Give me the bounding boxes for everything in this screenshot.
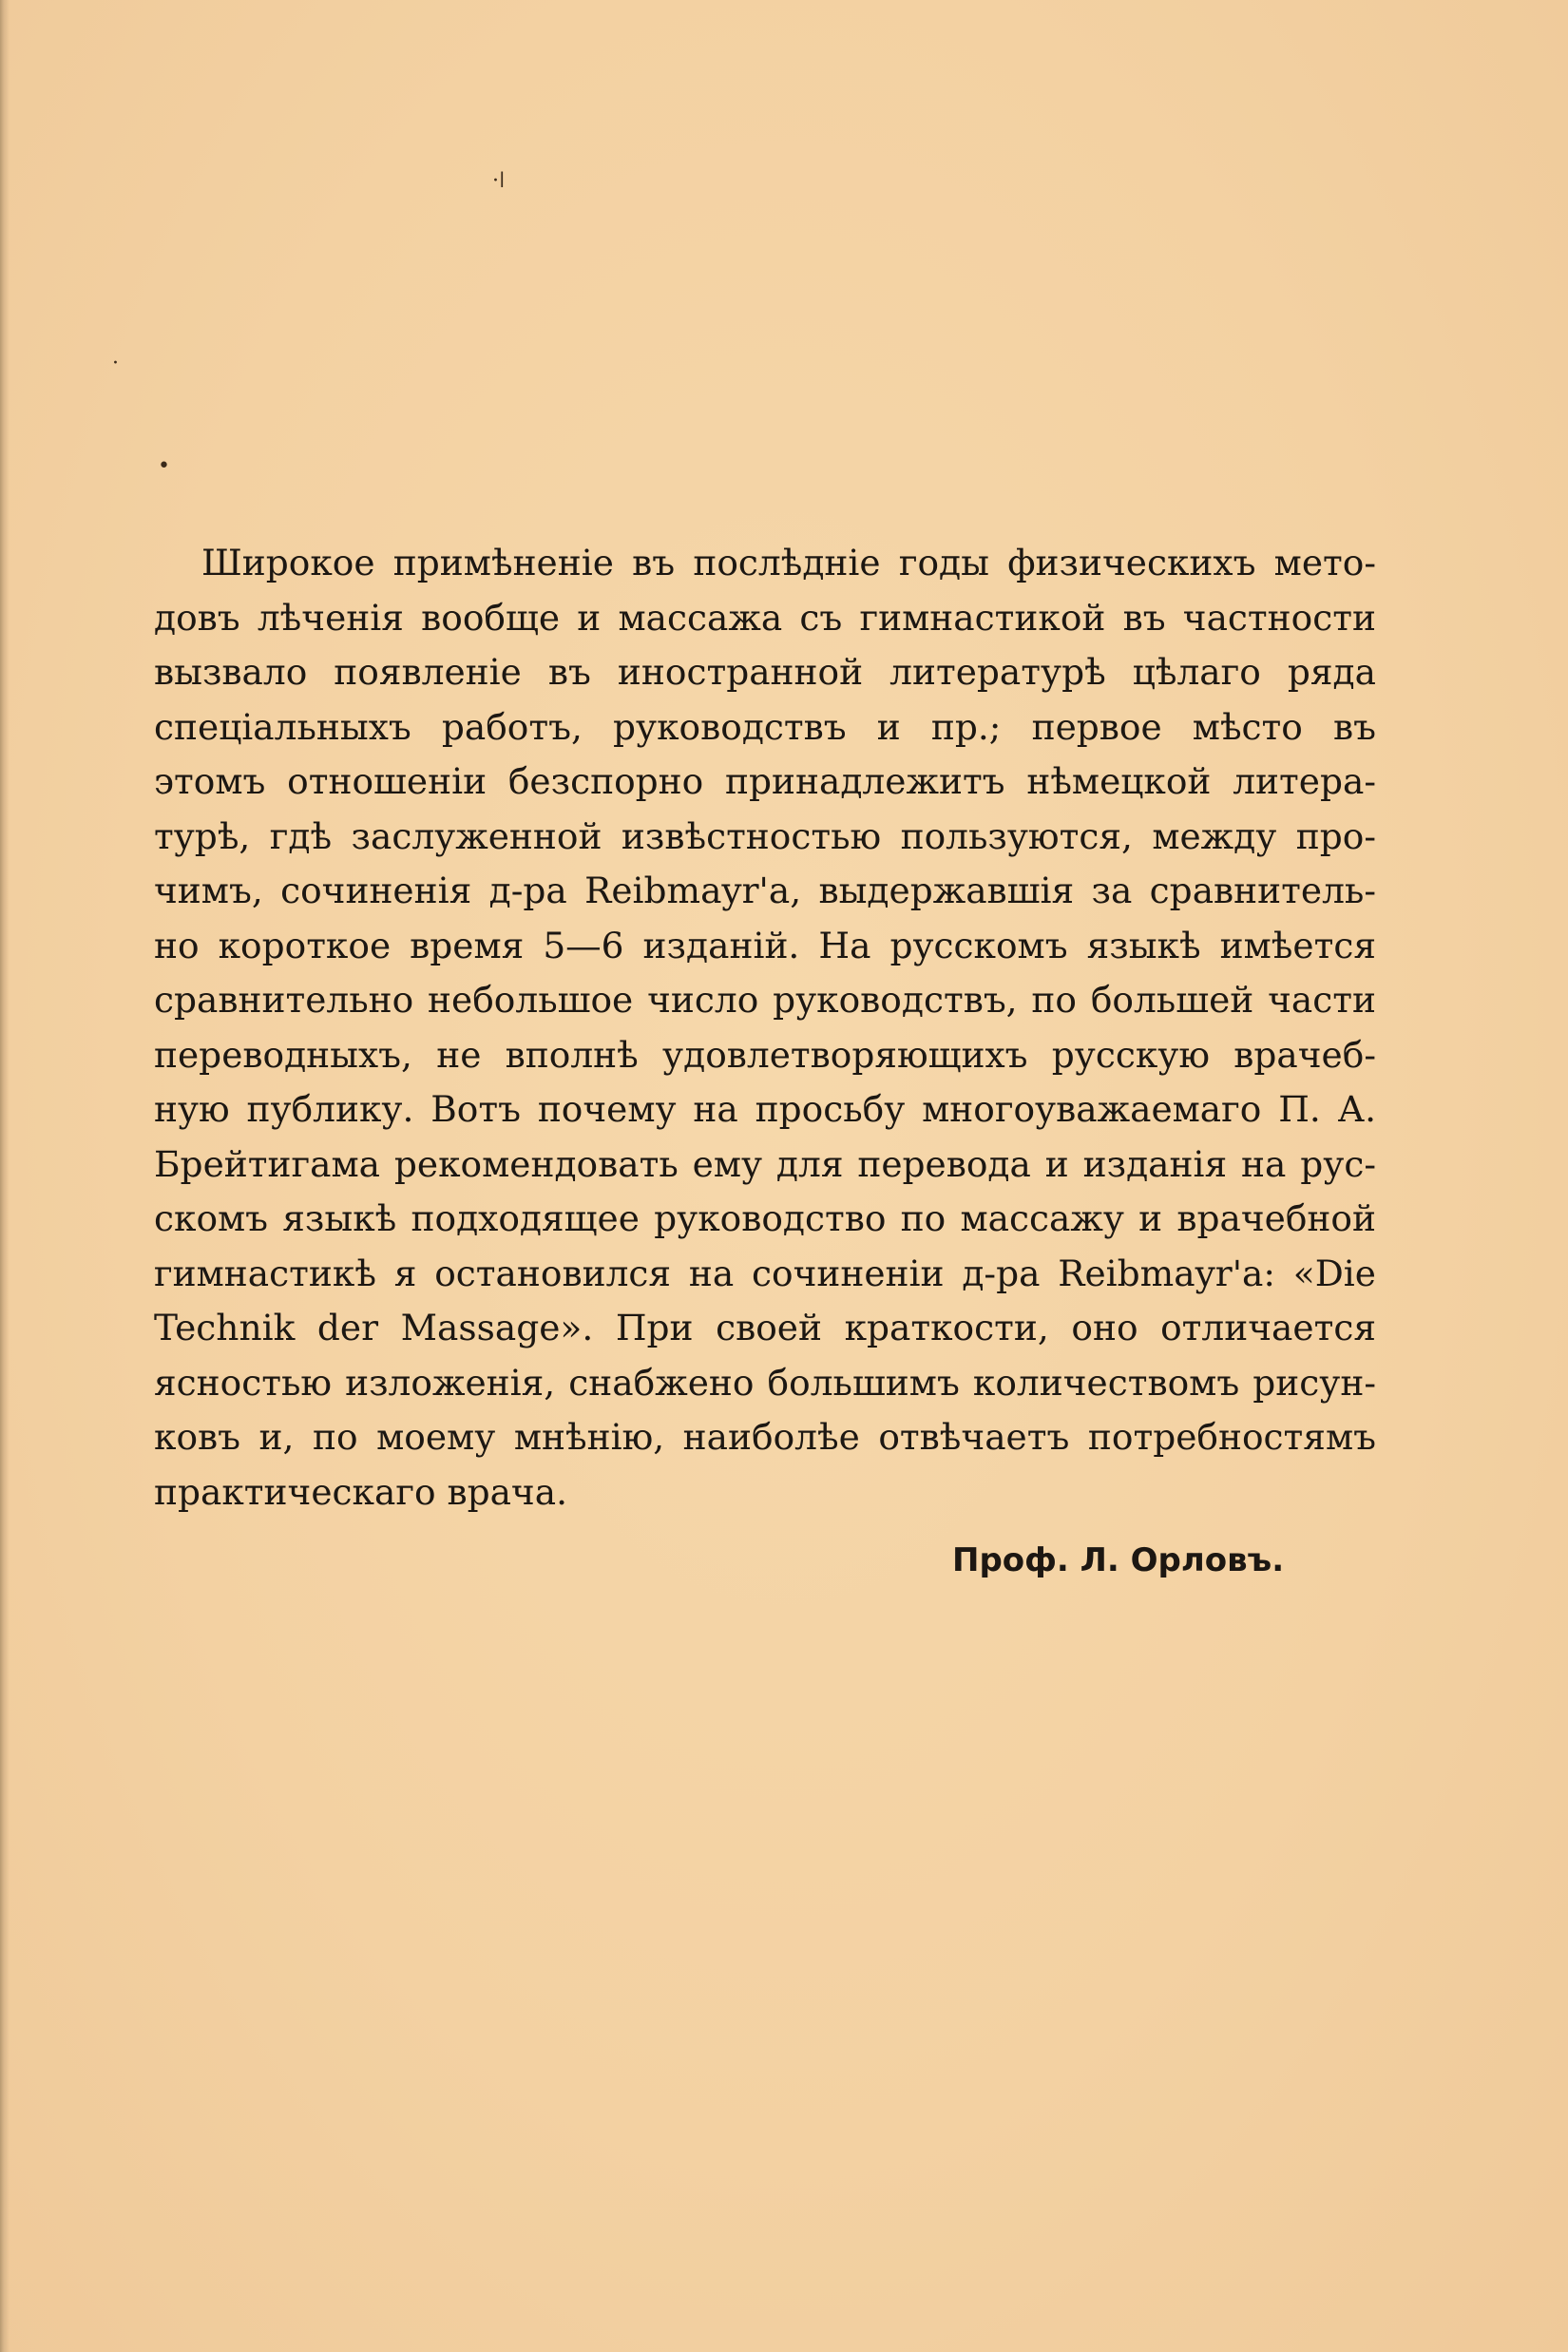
preface-line: ковъ и, по моему мнѣнію, наиболѣе отвѣчаетъ потребностямъ (154, 1416, 1376, 1458)
print-speck: • (158, 454, 170, 478)
preface-line: вызвало появленіе въ иностранной литературѣ цѣлаго ряда (154, 651, 1376, 693)
preface-line: практическаго врача. (154, 1470, 568, 1513)
preface-line: спеціальныхъ работъ, руководствъ и пр.; первое мѣсто въ (154, 705, 1376, 748)
page-binding-edge (0, 0, 10, 2352)
preface-text (154, 536, 1376, 1520)
author-signature: Проф. Л. Орловъ. (952, 1541, 1285, 1579)
preface-line: чимъ, сочиненія д-ра Reibmayr'а, выдержавшія за сравнитель- (154, 870, 1376, 911)
preface-line: ную публику. Вотъ почему на просьбу многоуважаемаго П. А. (154, 1088, 1376, 1130)
preface-line: Technik der Massage». При своей краткости, оно отличается (154, 1307, 1376, 1348)
preface-line: гимнастикѣ я остановился на сочиненіи д-ра Reibmayr'а: «Die (154, 1252, 1376, 1294)
preface-line: сравнительно небольшое число руководствъ, по большей части (154, 979, 1376, 1021)
preface-line: Широкое примѣненіе въ послѣдніе годы физическихъ мето- (201, 542, 1376, 583)
preface-line: турѣ, гдѣ заслуженной извѣстностью пользуются, между про- (154, 814, 1376, 857)
print-speck: · (112, 352, 119, 375)
preface-line: Брейтигама рекомендовать ему для перевода и изданія на рус- (154, 1142, 1376, 1185)
preface-line: но короткое время 5—6 изданій. На русскомъ языкѣ имѣется (154, 924, 1376, 966)
preface-line: этомъ отношеніи безспорно принадлежитъ нѣмецкой литера- (154, 760, 1376, 802)
preface-line: скомъ языкѣ подходящее руководство по массажу и врачебной (154, 1197, 1376, 1239)
preface-line: ясностью изложенія, снабжено большимъ количествомъ рисун- (154, 1361, 1376, 1404)
preface-line: переводныхъ, не вполнѣ удовлетворяющихъ русскую врачеб- (154, 1033, 1376, 1076)
preface-line: довъ лѣченія вообще и массажа съ гимнастикой въ частности (154, 596, 1376, 639)
print-speck: ·ǀ (492, 169, 506, 193)
